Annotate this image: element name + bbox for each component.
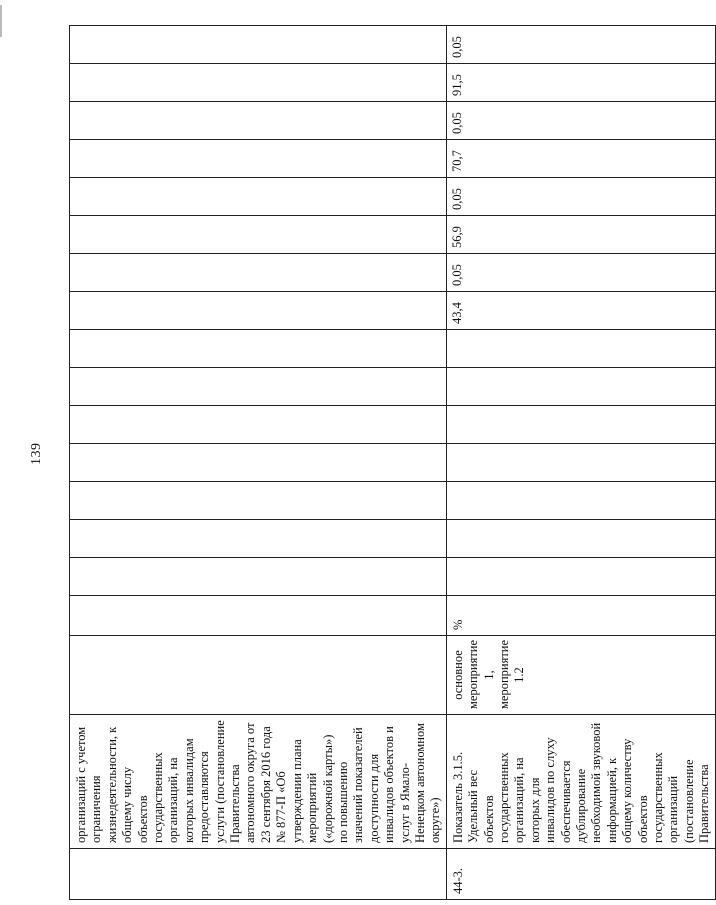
row-number-cell: 44-3. xyxy=(446,849,715,900)
value-cell xyxy=(70,368,447,406)
value-cell xyxy=(446,330,715,368)
value-cell xyxy=(70,216,447,254)
value-cell xyxy=(70,292,447,330)
value-cell xyxy=(446,368,715,406)
value-cell: 91,5 xyxy=(446,64,715,102)
value-cell xyxy=(70,26,447,64)
table-frame xyxy=(69,36,712,900)
value-cell xyxy=(70,102,447,140)
unit-cell xyxy=(70,596,447,636)
value-cell xyxy=(446,406,715,444)
value-cell xyxy=(70,140,447,178)
value-cell xyxy=(70,254,447,292)
value-cell: 0,05 xyxy=(446,254,715,292)
page-number: 139 xyxy=(29,442,44,465)
value-cell: 70,7 xyxy=(446,140,715,178)
scan-artifact xyxy=(0,5,2,37)
value-cell: 56,9 xyxy=(446,216,715,254)
value-cell xyxy=(70,406,447,444)
table-row xyxy=(70,26,447,900)
row-number-cell xyxy=(70,849,447,900)
value-cell xyxy=(446,558,715,596)
value-cell xyxy=(70,444,447,482)
event-cell: основное мероприятие 1, мероприятие 1.2 xyxy=(446,636,715,715)
event-cell xyxy=(70,636,447,715)
value-cell: 0,05 xyxy=(446,178,715,216)
data-table xyxy=(69,25,716,900)
value-cell xyxy=(70,64,447,102)
value-cell xyxy=(70,178,447,216)
value-cell xyxy=(70,520,447,558)
indicator-name-cell: Показатель 3.1.5. Удельный вес объектов государственных организаций, на которых для инвалидов по слуху обеспечивается дублирование необходимой звуковой информацией, к общему количеству объектов государственных организаций (постановление Правительства xyxy=(446,715,715,849)
value-cell xyxy=(70,482,447,520)
value-cell: 0,05 xyxy=(446,26,715,64)
indicator-name-cell: организаций с учетом ограничения жизнедеятельности, к общему числу объектов государственных организаций, на которых инвалидам предоставляются услуги (постановление Правительства автономного округа от 23 сентября 2016 года № 877-П «Об утверждении плана мероприятий («дорожной карты») по повышению значений показателей доступности для инвалидов объектов и услуг в Ямало-Ненецком автономном округе») xyxy=(70,715,447,849)
value-cell xyxy=(70,558,447,596)
value-cell xyxy=(446,520,715,558)
unit-cell: % xyxy=(446,596,715,636)
table-row xyxy=(446,26,715,900)
value-cell: 0,05 xyxy=(446,102,715,140)
value-cell xyxy=(70,330,447,368)
value-cell xyxy=(446,444,715,482)
value-cell xyxy=(446,482,715,520)
value-cell: 43,4 xyxy=(446,292,715,330)
